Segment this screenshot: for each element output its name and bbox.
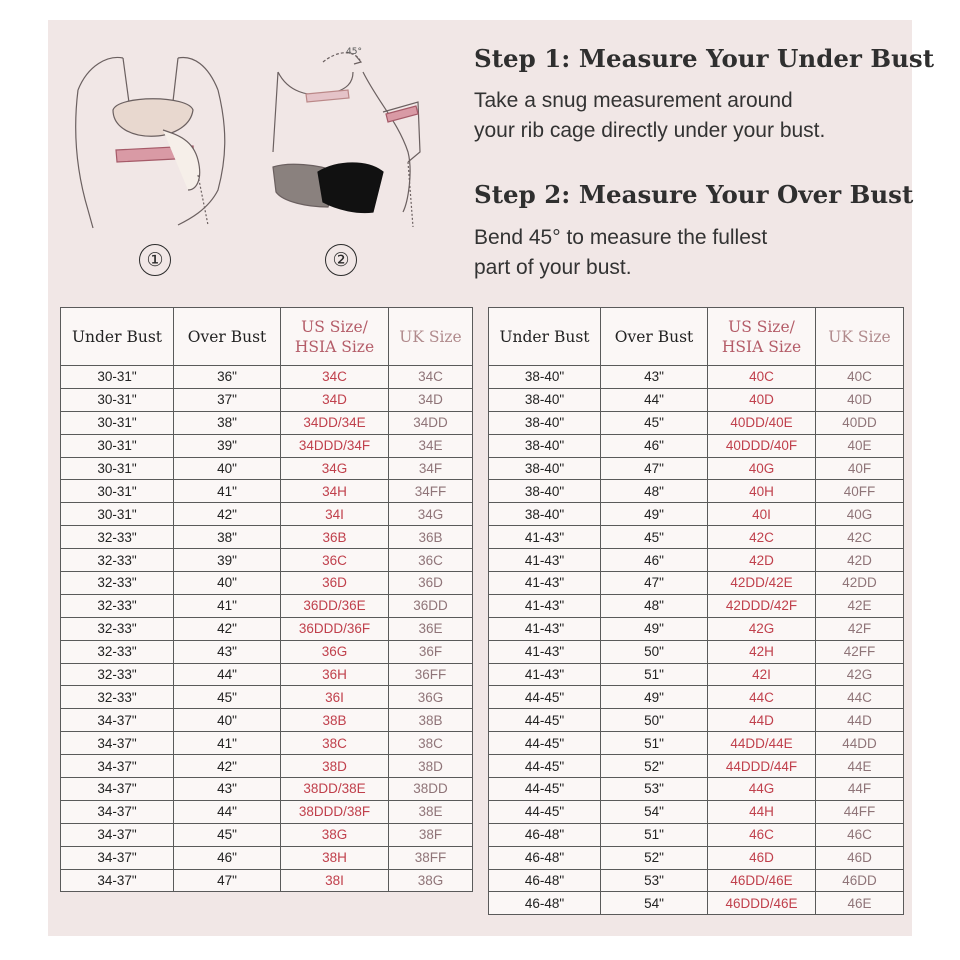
step2-desc-line1: Bend 45° to measure the fullest (474, 226, 768, 249)
header-under-bust: Under Bust (489, 308, 601, 366)
cell-uk-size: 42G (816, 663, 904, 686)
cell-under-bust: 34-37" (61, 709, 174, 732)
cell-under-bust: 38-40" (489, 480, 601, 503)
cell-over-bust: 42" (174, 503, 281, 526)
cell-uk-size: 34F (389, 457, 473, 480)
cell-uk-size: 36FF (389, 663, 473, 686)
cell-under-bust: 41-43" (489, 663, 601, 686)
cell-under-bust: 41-43" (489, 526, 601, 549)
step1-desc-line1: Take a snug measurement around (474, 89, 793, 112)
step2-description (474, 223, 894, 283)
cell-uk-size: 42F (816, 617, 904, 640)
cell-under-bust: 44-45" (489, 755, 601, 778)
cell-us-size: 34G (281, 457, 389, 480)
cell-under-bust: 44-45" (489, 686, 601, 709)
table-row (61, 526, 473, 549)
table-row (489, 800, 904, 823)
cell-uk-size: 34DD (389, 411, 473, 434)
table-row (61, 709, 473, 732)
cell-under-bust: 41-43" (489, 617, 601, 640)
cell-us-size: 44DD/44E (708, 732, 816, 755)
table-row (61, 663, 473, 686)
cell-us-size: 34DDD/34F (281, 434, 389, 457)
cell-us-size: 40DD/40E (708, 411, 816, 434)
table-row (489, 594, 904, 617)
cell-over-bust: 43" (601, 366, 708, 389)
over-bust-illustration (268, 42, 438, 232)
step-number-two: ② (325, 244, 357, 276)
cell-us-size: 36DD/36E (281, 594, 389, 617)
cell-us-size: 46DD/46E (708, 869, 816, 892)
cell-over-bust: 52" (601, 846, 708, 869)
cell-over-bust: 37" (174, 388, 281, 411)
cell-uk-size: 36B (389, 526, 473, 549)
cell-us-size: 38DD/38E (281, 778, 389, 801)
cell-under-bust: 44-45" (489, 800, 601, 823)
cell-uk-size: 40F (816, 457, 904, 480)
cell-over-bust: 51" (601, 663, 708, 686)
cell-over-bust: 46" (601, 549, 708, 572)
cell-us-size: 36C (281, 549, 389, 572)
step2-title: Step 2: Measure Your Over Bust (474, 180, 914, 209)
header-us-line1: US Size/ (728, 317, 795, 336)
cell-under-bust: 34-37" (61, 755, 174, 778)
cell-us-size: 42D (708, 549, 816, 572)
cell-over-bust: 49" (601, 503, 708, 526)
cell-over-bust: 43" (174, 640, 281, 663)
table-row (489, 709, 904, 732)
cell-uk-size: 38B (389, 709, 473, 732)
cell-uk-size: 44FF (816, 800, 904, 823)
table-row (61, 800, 473, 823)
table-header-row (489, 308, 904, 366)
cell-uk-size: 36F (389, 640, 473, 663)
step1-description (474, 86, 894, 146)
cell-under-bust: 30-31" (61, 411, 174, 434)
cell-uk-size: 40G (816, 503, 904, 526)
table-row (489, 755, 904, 778)
table-row (489, 640, 904, 663)
table-row (61, 823, 473, 846)
cell-under-bust: 44-45" (489, 709, 601, 732)
cell-over-bust: 49" (601, 617, 708, 640)
cell-us-size: 38C (281, 732, 389, 755)
cell-over-bust: 50" (601, 640, 708, 663)
cell-under-bust: 34-37" (61, 846, 174, 869)
table-row (489, 572, 904, 595)
cell-uk-size: 44C (816, 686, 904, 709)
cell-us-size: 40DDD/40F (708, 434, 816, 457)
cell-under-bust: 41-43" (489, 594, 601, 617)
cell-over-bust: 53" (601, 869, 708, 892)
cell-us-size: 38B (281, 709, 389, 732)
cell-us-size: 46C (708, 823, 816, 846)
cell-us-size: 46D (708, 846, 816, 869)
table-row (489, 869, 904, 892)
header-us-line1: US Size/ (301, 317, 368, 336)
cell-under-bust: 30-31" (61, 366, 174, 389)
cell-under-bust: 41-43" (489, 549, 601, 572)
cell-over-bust: 45" (174, 686, 281, 709)
cell-under-bust: 32-33" (61, 526, 174, 549)
angle-label: 45° (346, 47, 362, 57)
cell-over-bust: 46" (601, 434, 708, 457)
cell-uk-size: 46DD (816, 869, 904, 892)
cell-over-bust: 49" (601, 686, 708, 709)
step-number-one: ① (139, 244, 171, 276)
cell-under-bust: 34-37" (61, 869, 174, 892)
cell-over-bust: 45" (174, 823, 281, 846)
table-row (61, 503, 473, 526)
cell-us-size: 34C (281, 366, 389, 389)
table-row (61, 778, 473, 801)
cell-us-size: 36D (281, 572, 389, 595)
cell-uk-size: 44E (816, 755, 904, 778)
cell-uk-size: 42FF (816, 640, 904, 663)
table-row (489, 732, 904, 755)
cell-over-bust: 43" (174, 778, 281, 801)
table-row (489, 388, 904, 411)
cell-us-size: 36H (281, 663, 389, 686)
cell-over-bust: 54" (601, 800, 708, 823)
table-row (61, 869, 473, 892)
cell-us-size: 42DD/42E (708, 572, 816, 595)
cell-us-size: 44D (708, 709, 816, 732)
cell-us-size: 40H (708, 480, 816, 503)
cell-uk-size: 34G (389, 503, 473, 526)
cell-uk-size: 40DD (816, 411, 904, 434)
table-row (61, 617, 473, 640)
cell-under-bust: 44-45" (489, 778, 601, 801)
cell-us-size: 42C (708, 526, 816, 549)
table-row (489, 617, 904, 640)
cell-uk-size: 42D (816, 549, 904, 572)
cell-under-bust: 34-37" (61, 732, 174, 755)
table-row (489, 549, 904, 572)
cell-us-size: 38I (281, 869, 389, 892)
table-row (489, 411, 904, 434)
cell-us-size: 42G (708, 617, 816, 640)
header-us-size (708, 308, 816, 366)
header-us-line2: HSIA Size (721, 337, 802, 356)
cell-over-bust: 44" (174, 663, 281, 686)
header-uk-size: UK Size (389, 308, 473, 366)
cell-us-size: 36G (281, 640, 389, 663)
header-under-bust: Under Bust (61, 308, 174, 366)
cell-uk-size: 38G (389, 869, 473, 892)
cell-over-bust: 38" (174, 526, 281, 549)
cell-uk-size: 44DD (816, 732, 904, 755)
cell-under-bust: 46-48" (489, 892, 601, 915)
cell-uk-size: 42DD (816, 572, 904, 595)
table-row (489, 457, 904, 480)
cell-uk-size: 40FF (816, 480, 904, 503)
cell-over-bust: 48" (601, 480, 708, 503)
cell-over-bust: 44" (601, 388, 708, 411)
table-body-left (61, 366, 473, 892)
cell-under-bust: 34-37" (61, 823, 174, 846)
table-row (489, 434, 904, 457)
cell-under-bust: 46-48" (489, 846, 601, 869)
cell-uk-size: 38C (389, 732, 473, 755)
cell-us-size: 38H (281, 846, 389, 869)
table-row (489, 503, 904, 526)
cell-uk-size: 44D (816, 709, 904, 732)
table-row (489, 892, 904, 915)
cell-uk-size: 38D (389, 755, 473, 778)
cell-over-bust: 45" (601, 411, 708, 434)
step2-desc-line2: part of your bust. (474, 256, 632, 279)
table-row (489, 778, 904, 801)
cell-us-size: 38D (281, 755, 389, 778)
cell-uk-size: 38FF (389, 846, 473, 869)
cell-us-size: 38G (281, 823, 389, 846)
cell-over-bust: 42" (174, 617, 281, 640)
cell-under-bust: 38-40" (489, 411, 601, 434)
cell-over-bust: 47" (601, 572, 708, 595)
cell-over-bust: 51" (601, 823, 708, 846)
cell-over-bust: 52" (601, 755, 708, 778)
cell-over-bust: 53" (601, 778, 708, 801)
cell-uk-size: 40C (816, 366, 904, 389)
cell-uk-size: 38E (389, 800, 473, 823)
table-row (489, 366, 904, 389)
cell-us-size: 40G (708, 457, 816, 480)
header-over-bust: Over Bust (174, 308, 281, 366)
cell-us-size: 42H (708, 640, 816, 663)
cell-under-bust: 30-31" (61, 457, 174, 480)
cell-over-bust: 42" (174, 755, 281, 778)
step1-desc-line2: your rib cage directly under your bust. (474, 119, 826, 142)
cell-us-size: 42I (708, 663, 816, 686)
cell-uk-size: 36G (389, 686, 473, 709)
cell-uk-size: 42E (816, 594, 904, 617)
cell-over-bust: 50" (601, 709, 708, 732)
cell-under-bust: 38-40" (489, 503, 601, 526)
cell-under-bust: 32-33" (61, 572, 174, 595)
cell-under-bust: 32-33" (61, 617, 174, 640)
cell-under-bust: 32-33" (61, 549, 174, 572)
cell-us-size: 44DDD/44F (708, 755, 816, 778)
table-row (61, 846, 473, 869)
table-row (61, 594, 473, 617)
cell-under-bust: 32-33" (61, 663, 174, 686)
cell-us-size: 44G (708, 778, 816, 801)
table-row (61, 434, 473, 457)
cell-uk-size: 34E (389, 434, 473, 457)
table-row (489, 663, 904, 686)
cell-under-bust: 46-48" (489, 823, 601, 846)
table-row (61, 411, 473, 434)
cell-over-bust: 38" (174, 411, 281, 434)
size-table-right (488, 307, 904, 915)
table-row (61, 640, 473, 663)
cell-uk-size: 46E (816, 892, 904, 915)
cell-under-bust: 30-31" (61, 480, 174, 503)
cell-under-bust: 30-31" (61, 503, 174, 526)
table-header-row (61, 308, 473, 366)
cell-us-size: 40I (708, 503, 816, 526)
cell-uk-size: 38F (389, 823, 473, 846)
cell-over-bust: 41" (174, 732, 281, 755)
cell-over-bust: 45" (601, 526, 708, 549)
header-us-line2: HSIA Size (294, 337, 375, 356)
cell-over-bust: 44" (174, 800, 281, 823)
cell-over-bust: 40" (174, 457, 281, 480)
cell-under-bust: 38-40" (489, 457, 601, 480)
cell-under-bust: 38-40" (489, 366, 601, 389)
table-row (61, 686, 473, 709)
cell-uk-size: 36C (389, 549, 473, 572)
cell-under-bust: 30-31" (61, 434, 174, 457)
cell-over-bust: 47" (174, 869, 281, 892)
cell-over-bust: 40" (174, 572, 281, 595)
cell-over-bust: 41" (174, 480, 281, 503)
cell-us-size: 38DDD/38F (281, 800, 389, 823)
cell-over-bust: 54" (601, 892, 708, 915)
cell-over-bust: 47" (601, 457, 708, 480)
cell-under-bust: 30-31" (61, 388, 174, 411)
cell-over-bust: 51" (601, 732, 708, 755)
cell-under-bust: 34-37" (61, 800, 174, 823)
table-row (489, 526, 904, 549)
cell-uk-size: 34C (389, 366, 473, 389)
header-over-bust: Over Bust (601, 308, 708, 366)
cell-us-size: 34I (281, 503, 389, 526)
cell-under-bust: 32-33" (61, 686, 174, 709)
cell-us-size: 44H (708, 800, 816, 823)
cell-us-size: 36I (281, 686, 389, 709)
cell-over-bust: 40" (174, 709, 281, 732)
table-row (489, 686, 904, 709)
cell-uk-size: 46C (816, 823, 904, 846)
cell-us-size: 40D (708, 388, 816, 411)
cell-uk-size: 42C (816, 526, 904, 549)
table-row (61, 549, 473, 572)
cell-under-bust: 34-37" (61, 778, 174, 801)
table-row (61, 480, 473, 503)
cell-over-bust: 39" (174, 549, 281, 572)
cell-over-bust: 36" (174, 366, 281, 389)
cell-under-bust: 32-33" (61, 594, 174, 617)
cell-uk-size: 36DD (389, 594, 473, 617)
cell-under-bust: 38-40" (489, 388, 601, 411)
cell-uk-size: 34FF (389, 480, 473, 503)
cell-uk-size: 36D (389, 572, 473, 595)
cell-under-bust: 44-45" (489, 732, 601, 755)
cell-under-bust: 41-43" (489, 640, 601, 663)
cell-under-bust: 46-48" (489, 869, 601, 892)
table-row (61, 457, 473, 480)
cell-us-size: 36B (281, 526, 389, 549)
cell-uk-size: 38DD (389, 778, 473, 801)
cell-over-bust: 48" (601, 594, 708, 617)
cell-us-size: 42DDD/42F (708, 594, 816, 617)
header-uk-size: UK Size (816, 308, 904, 366)
cell-under-bust: 41-43" (489, 572, 601, 595)
cell-us-size: 46DDD/46E (708, 892, 816, 915)
table-row (61, 388, 473, 411)
cell-us-size: 34H (281, 480, 389, 503)
cell-us-size: 36DDD/36F (281, 617, 389, 640)
header-us-size (281, 308, 389, 366)
cell-uk-size: 36E (389, 617, 473, 640)
cell-us-size: 40C (708, 366, 816, 389)
table-row (61, 572, 473, 595)
table-row (61, 366, 473, 389)
cell-over-bust: 46" (174, 846, 281, 869)
table-row (489, 846, 904, 869)
cell-over-bust: 41" (174, 594, 281, 617)
cell-under-bust: 32-33" (61, 640, 174, 663)
cell-uk-size: 40E (816, 434, 904, 457)
table-body-right (489, 366, 904, 915)
cell-us-size: 34DD/34E (281, 411, 389, 434)
table-row (61, 755, 473, 778)
table-row (61, 732, 473, 755)
cell-uk-size: 34D (389, 388, 473, 411)
cell-under-bust: 38-40" (489, 434, 601, 457)
cell-over-bust: 39" (174, 434, 281, 457)
cell-uk-size: 40D (816, 388, 904, 411)
cell-us-size: 44C (708, 686, 816, 709)
cell-uk-size: 46D (816, 846, 904, 869)
table-row (489, 823, 904, 846)
cell-uk-size: 44F (816, 778, 904, 801)
under-bust-illustration (68, 50, 238, 230)
size-table-left (60, 307, 473, 892)
cell-us-size: 34D (281, 388, 389, 411)
table-row (489, 480, 904, 503)
step1-title: Step 1: Measure Your Under Bust (474, 44, 935, 73)
